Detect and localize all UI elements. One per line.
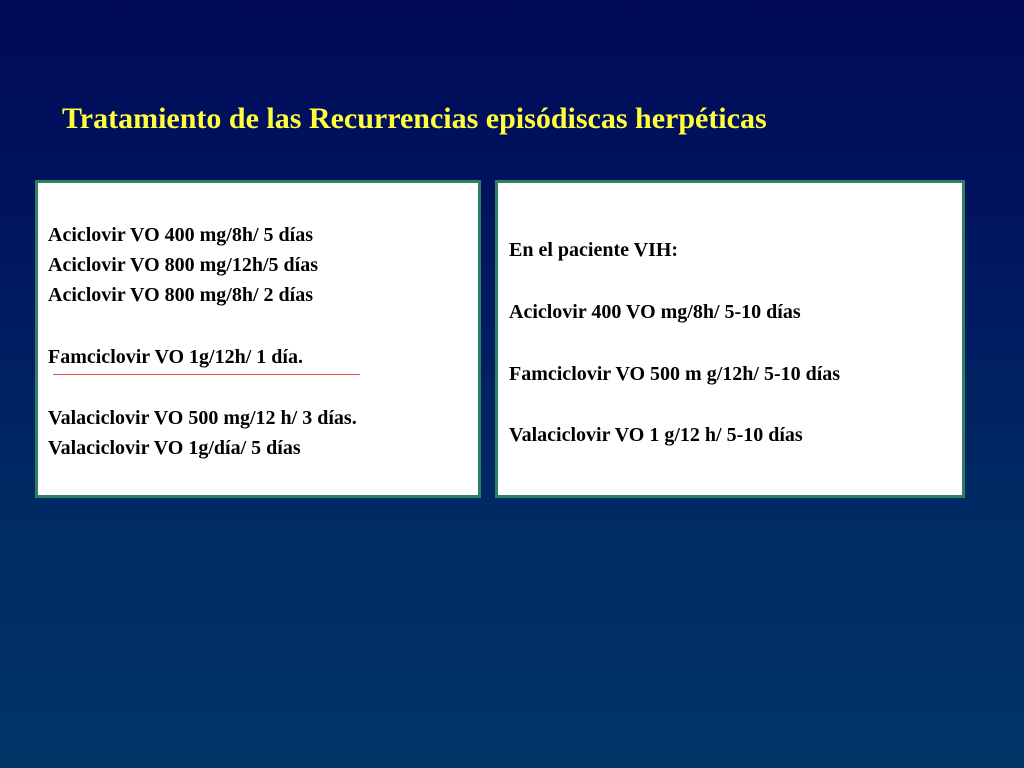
valaciclovir-regimen-1: Valaciclovir VO 500 mg/12 h/ 3 días.	[48, 407, 357, 429]
valaciclovir-regimen-2: Valaciclovir VO 1g/día/ 5 días	[48, 437, 301, 459]
slide-title: Tratamiento de las Recurrencias episódiscas herpéticas	[62, 102, 767, 135]
aciclovir-regimen-2: Aciclovir VO 800 mg/12h/5 días	[48, 254, 318, 276]
hiv-heading: En el paciente VIH:	[509, 239, 679, 261]
hiv-famciclovir-regimen: Famciclovir VO 500 m g/12h/ 5-10 días	[509, 363, 841, 385]
hiv-treatment-panel	[495, 180, 965, 498]
hiv-valaciclovir-regimen: Valaciclovir VO 1 g/12 h/ 5-10 días	[509, 424, 803, 446]
standard-treatment-panel	[35, 180, 481, 498]
hiv-aciclovir-regimen: Aciclovir 400 VO mg/8h/ 5-10 días	[509, 301, 801, 323]
aciclovir-regimen-3: Aciclovir VO 800 mg/8h/ 2 días	[48, 284, 313, 306]
red-divider-line	[53, 374, 360, 375]
famciclovir-regimen: Famciclovir VO 1g/12h/ 1 día.	[48, 346, 303, 368]
aciclovir-regimen-1: Aciclovir VO 400 mg/8h/ 5 días	[48, 224, 313, 246]
